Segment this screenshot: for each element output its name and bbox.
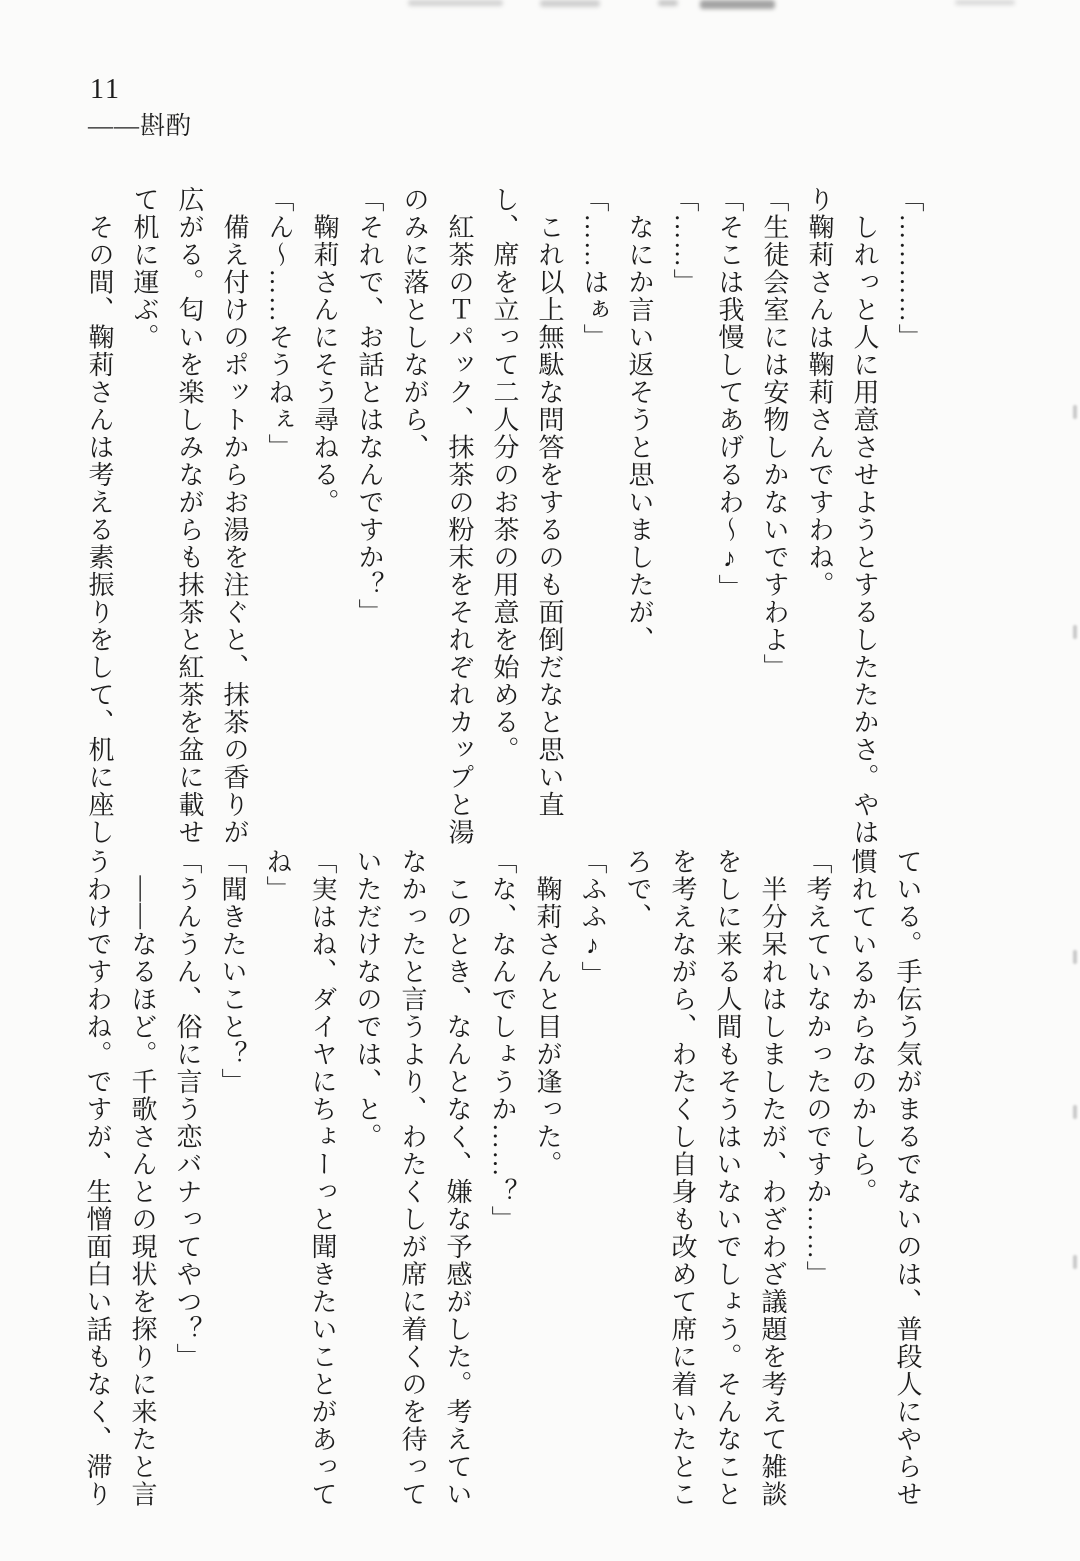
text-line: 鞠莉さんにそう尋ねる。 (310, 186, 339, 516)
text-line: 「ふふ♪」 (578, 848, 607, 989)
text-line: し、席を立って二人分のお茶の用意を始める。 (490, 186, 519, 764)
text-line: なかったと言うより、わたくしが席に着くのを待って (398, 848, 427, 1508)
text-line: のみに落としながら、 (400, 186, 429, 461)
text-line: り鞠莉さんは鞠莉さんですわね。 (805, 186, 834, 599)
text-line: 「……」 (670, 186, 699, 296)
text-line: なにか言い返そうと思いましたが、 (625, 186, 654, 654)
text-line: 「生徒会室には安物しかないですわよ」 (760, 186, 789, 681)
text-line: このとき、なんとなく、嫌な予感がした。考えてい (443, 848, 472, 1508)
text-line: いただけなのでは、と。 (353, 848, 382, 1151)
text-line: を考えながら、わたくし自身も改めて席に着いたとこ (668, 848, 697, 1508)
text-line: をしに来る人間もそうはいないでしょう。そんなこと (713, 848, 742, 1508)
text-line: 「うんうん、俗に言う恋バナってやつ？」 (173, 848, 202, 1371)
text-line: しれっと人に用意させようとするしたたかさ。やは (850, 186, 879, 846)
scan-artifact-right-edge (1073, 405, 1077, 419)
text-line: ろで、 (623, 848, 652, 931)
text-line: 備え付けのポットからお湯を注ぐと、抹茶の香りが (220, 186, 249, 846)
text-line: 「…………」 (895, 186, 924, 351)
scan-artifact-right-edge (1073, 950, 1077, 964)
text-block-bottom (75, 848, 930, 1508)
scan-artifact-top (700, 0, 775, 9)
text-line: 広がる。匂いを楽しみながらも抹茶と紅茶を盆に載せ (175, 186, 204, 846)
text-line: 「ん〜……そうねぇ」 (265, 186, 294, 461)
text-block-top (77, 186, 932, 846)
text-line: 紅茶のＴパック、抹茶の粉末をそれぞれカップと湯 (445, 186, 474, 846)
text-line: 「考えていなかったのですか……」 (803, 848, 832, 1288)
text-line: ている。手伝う気がまるでないのは、普段人にやらせ (893, 848, 922, 1508)
text-line: 「……はぁ」 (580, 186, 609, 351)
text-line: 鞠莉さんと目が逢った。 (533, 848, 562, 1178)
text-line: 「な、なんでしょうか……？」 (488, 848, 517, 1233)
scan-artifact-top (408, 0, 503, 6)
text-line: うわけですわね。ですが、生憎面白い話もなく、滞り (83, 848, 112, 1508)
scan-artifact-right-edge (1073, 1255, 1077, 1269)
text-line: その間、鞠莉さんは考える素振りをして、机に座し (85, 186, 114, 846)
text-line: 「そこは我慢してあげるわ〜♪」 (715, 186, 744, 602)
text-line: 半分呆れはしましたが、わざわざ議題を考えて雑談 (758, 848, 787, 1508)
text-line: て机に運ぶ。 (130, 186, 159, 351)
page-number: 11 (90, 74, 121, 105)
text-line: ね」 (263, 848, 292, 903)
text-line: 慣れているからなのかしら。 (848, 848, 877, 1206)
text-line: 「実はね、ダイヤにちょーっと聞きたいことがあって (308, 848, 337, 1508)
text-line: これ以上無駄な問答をするのも面倒だなと思い直 (535, 186, 564, 819)
text-line: 「それで、お話とはなんですか？」 (355, 186, 384, 626)
chapter-header: ——斟酌 (88, 113, 193, 140)
scan-artifact-top (540, 0, 600, 7)
scan-artifact-right-edge (1073, 625, 1077, 639)
scan-artifact-top (658, 0, 678, 6)
scan-artifact-top (955, 0, 1015, 5)
text-line: 「聞きたいこと？」 (218, 848, 247, 1096)
scan-artifact-right-edge (1073, 1105, 1077, 1119)
text-line: ——なるほど。千歌さんとの現状を探りに来たと言 (128, 848, 157, 1508)
